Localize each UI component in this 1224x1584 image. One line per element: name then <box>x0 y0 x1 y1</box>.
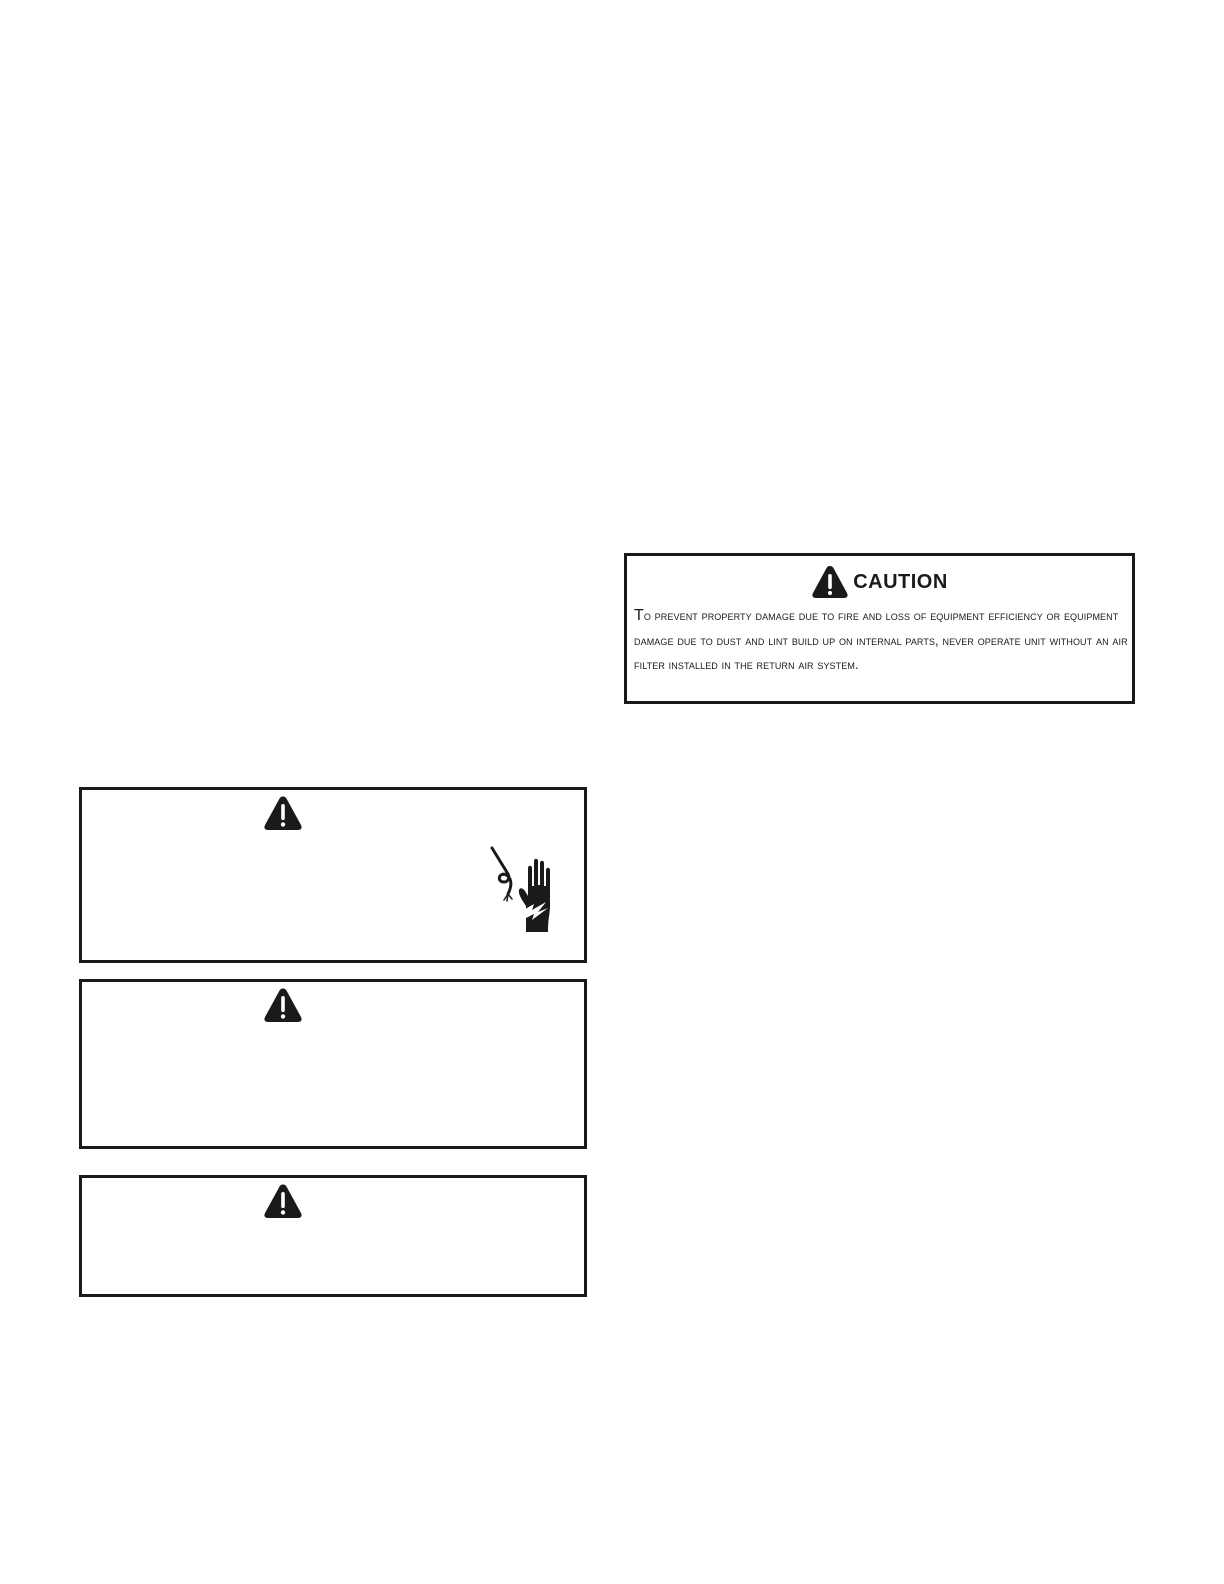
caution-title: CAUTION <box>853 570 948 593</box>
caution-notice <box>624 553 1135 704</box>
warning-triangle-icon <box>263 987 303 1023</box>
electrical-shock-hand-icon <box>488 846 563 934</box>
warning-triangle-icon <box>811 564 849 600</box>
warning-notice <box>79 979 587 1149</box>
warning-triangle-icon <box>263 795 303 831</box>
warning-notice-electrical <box>79 787 587 963</box>
caution-body-text: To prevent property damage due to fire and loss of equipment efficiency or equipment damage due to dust and lint build up on internal parts, never operate unit without an air filter installed in the return air system. <box>634 607 1128 672</box>
caution-header <box>627 560 1132 604</box>
warning-notice <box>79 1175 587 1297</box>
warning-triangle-icon <box>263 1183 303 1219</box>
